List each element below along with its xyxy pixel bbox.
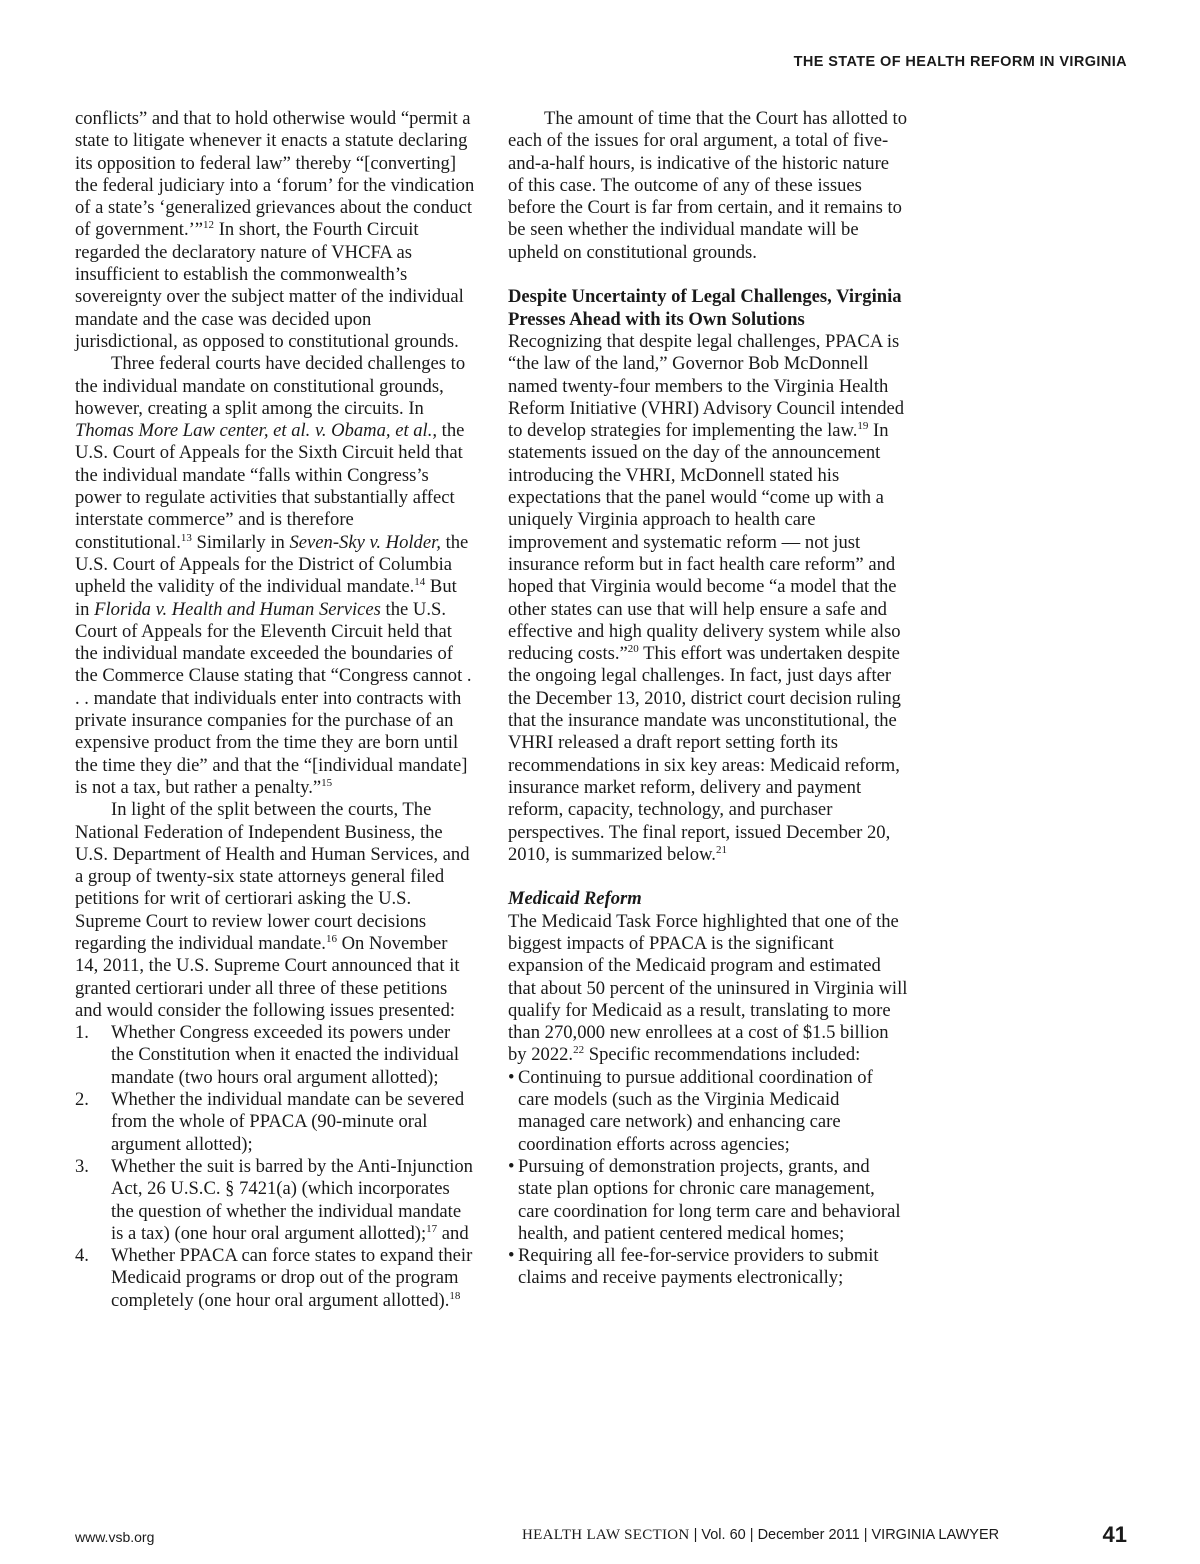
footer-date: December 2011 <box>757 1527 860 1543</box>
text-run: Whether Congress exceeded its powers under the Constitution when it enacted the individual mandate (two hours oral argument allotted); <box>111 1022 460 1088</box>
section-heading: Despite Uncertainty of Legal Challenges, Virginia Presses Ahead with its Own Solutions <box>508 286 902 330</box>
text-run: Similarly in <box>191 531 290 553</box>
list-text: Continuing to pursue additional coordination of care models (such as the Virginia Medicaid managed care network) and enhancing care coordination efforts across agencies; <box>518 1066 873 1155</box>
case-name: Thomas More Law center, et al. v. Obama, et al., <box>75 420 438 442</box>
footnote-ref[interactable]: 14 <box>414 576 426 589</box>
text-run: Recognizing that despite legal challenges, PPACA is “the law of the land,” Governor Bob McDonnell named twenty-four members to the Virginia Health Reform Initiative (VHRI) Advisory Council intended to develop strategies for implementing the law. <box>508 330 905 442</box>
paragraph <box>75 799 475 1022</box>
left-column <box>75 108 475 1312</box>
list-number: 2. <box>75 1089 89 1111</box>
paragraph <box>508 911 908 1067</box>
footnote-ref[interactable]: 13 <box>180 531 192 544</box>
footnote-ref[interactable]: 20 <box>627 642 639 655</box>
footer-separator: | <box>693 1527 698 1543</box>
recommendations-list <box>508 1067 908 1290</box>
text-run: Specific recommendations included: <box>584 1044 861 1066</box>
text-run: conflicts” and that to hold otherwise would “permit a state to litigate whenever it enacts a statute declaring its opposition to federal law” thereby “[converting] the federal judiciary into a ‘forum’ for the vindication of a state’s ‘generalized grievances about the conduct of government.’” <box>75 108 475 241</box>
text-run: Whether PPACA can force states to expand their Medicaid programs or drop out of the program completely (one hour oral argument allotted). <box>111 1245 473 1311</box>
paragraph-gap <box>508 866 908 888</box>
text-run: In light of the split between the courts, The National Federation of Independent Business, the U.S. Department of Health and Human Services, and a group of twenty-six state attorneys general filed petitions for writ of certiorari asking the U.S. Supreme Court to review lower court decisions regarding the individual mandate. <box>75 799 470 954</box>
footnote-ref[interactable]: 22 <box>573 1044 585 1057</box>
footnote-ref[interactable]: 17 <box>426 1222 438 1235</box>
bullet-marker: • <box>508 1155 515 1177</box>
list-text <box>111 1089 475 1156</box>
list-text <box>111 1156 475 1245</box>
list-item <box>75 1245 475 1312</box>
footnote-ref[interactable]: 21 <box>715 843 727 856</box>
list-number: 4. <box>75 1245 89 1267</box>
bullet-marker: • <box>508 1245 515 1267</box>
list-text <box>111 1245 475 1312</box>
text-run: the U.S. Court of Appeals for the Eleventh Circuit held that the individual mandate exceeded the boundaries of the Commerce Clause stating that “Congress cannot . . . mandate that individuals enter into contracts with private insurance companies for the purchase of an expensive product from the time they are born until the time they die” and that the “[individual mandate] is not a tax, but rather a penalty.” <box>75 598 472 798</box>
paragraph: The amount of time that the Court has allotted to each of the issues for oral argument, a total of five-and-a-half hours, is indicative of the historic nature of this case. The outcome of any of these issues before the Court is far from certain, and it remains to be seen whether the individual mandate will be upheld on constitutional grounds. <box>508 108 908 263</box>
footer-publication-info <box>522 1527 999 1544</box>
list-item <box>75 1089 475 1156</box>
issues-list <box>75 1022 475 1312</box>
text-run: But in <box>75 576 457 620</box>
text-run: In short, the Fourth Circuit regarded the declaratory nature of VHCFA as insufficient to establish the commonwealth’s sovereignty over the subject matter of the individual mandate and the case was decided upon jurisdictional, as opposed to constitutional grounds. <box>75 219 464 352</box>
subsection-heading: Medicaid Reform <box>508 888 642 910</box>
paragraph <box>508 331 908 866</box>
footer-volume: Vol. 60 <box>701 1527 746 1543</box>
list-number: 3. <box>75 1155 89 1177</box>
text-run: the U.S. Court of Appeals for the Sixth Circuit held that the individual mandate “falls within Congress’s power to regulate activities that substantially affect interstate commerce” and is therefore constitutional. <box>75 420 465 553</box>
footer-section: HEALTH LAW SECTION <box>522 1527 690 1543</box>
footnote-ref[interactable]: 19 <box>857 419 869 432</box>
list-item <box>508 1067 908 1156</box>
list-item <box>75 1022 475 1089</box>
paragraph <box>75 353 475 799</box>
text-run: In statements issued on the day of the announcement introducing the VHRI, McDonnell stated his expectations that the panel would “come up with a uniquely Virginia approach to health care improvement and systematic reform — not just insurance reform but in fact health care reform” and hoped that Virginia would become “a model that the other states can use that will help ensure a safe and effective and high quality delivery system while also reducing costs.” <box>508 420 901 665</box>
bullet-marker: • <box>508 1066 515 1088</box>
text-run: Whether the suit is barred by the Anti-Injunction Act, 26 U.S.C. § 7421(a) (which incorporates the question of whether the individual mandate is a tax) (one hour oral argument allotted); <box>111 1155 473 1244</box>
list-text <box>111 1022 475 1089</box>
footer-website-link[interactable]: www.vsb.org <box>75 1529 155 1545</box>
footnote-ref[interactable]: 15 <box>321 776 333 789</box>
list-item <box>75 1156 475 1245</box>
footer-publication: VIRGINIA LAWYER <box>871 1527 1000 1543</box>
list-text: Pursuing of demonstration projects, grants, and state plan options for chronic care management, care coordination for long term care and behavioral health, and patient centered medical homes; <box>518 1155 901 1244</box>
text-run: Three federal courts have decided challenges to the individual mandate on constitutional grounds, however, creating a split among the circuits. In <box>75 353 466 419</box>
footnote-ref[interactable]: 18 <box>449 1289 461 1302</box>
text-run: Whether the individual mandate can be severed from the whole of PPACA (90-minute oral argument allotted); <box>111 1089 465 1155</box>
list-item <box>508 1245 908 1290</box>
text-run: the U.S. Court of Appeals for the District of Columbia upheld the validity of the individual mandate. <box>75 531 469 598</box>
paragraph-gap <box>508 264 908 286</box>
text-run: This effort was undertaken despite the ongoing legal challenges. In fact, just days after the December 13, 2010, district court decision ruling that the insurance mandate was unconstitutional, the VHRI released a draft report setting forth its recommendations in six key areas: Medicaid reform, insurance market reform, delivery and payment reform, capacity, technology, and purchaser perspectives. The final report, issued December 20, 2010, is summarized below. <box>508 643 901 865</box>
text-run: On November 14, 2011, the U.S. Supreme Court announced that it granted certiorari under all three of these petitions and would consider the following issues presented: <box>75 932 460 1021</box>
case-name: Florida v. Health and Human Services <box>94 598 381 620</box>
text-run: and <box>437 1222 469 1244</box>
page-number: 41 <box>1102 1522 1127 1547</box>
running-header: THE STATE OF HEALTH REFORM IN VIRGINIA <box>793 54 1127 70</box>
list-item <box>508 1156 908 1245</box>
text-run: The Medicaid Task Force highlighted that one of the biggest impacts of PPACA is the significant expansion of the Medicaid program and estimated that about 50 percent of the uninsured in Virginia will qualify for Medicaid as a result, translating to more than 270,000 new enrollees at a cost of $1.5 billion by 2022. <box>508 910 908 1066</box>
right-column <box>508 108 908 1290</box>
case-name: Seven-Sky v. Holder, <box>289 531 441 553</box>
paragraph <box>75 108 475 353</box>
footnote-ref[interactable]: 12 <box>203 219 215 232</box>
footnote-ref[interactable]: 16 <box>325 932 337 945</box>
list-number: 1. <box>75 1022 89 1044</box>
footer-separator: | <box>749 1527 754 1543</box>
list-text: Requiring all fee-for-service providers to submit claims and receive payments electronically; <box>518 1245 879 1289</box>
footer-separator: | <box>863 1527 868 1543</box>
